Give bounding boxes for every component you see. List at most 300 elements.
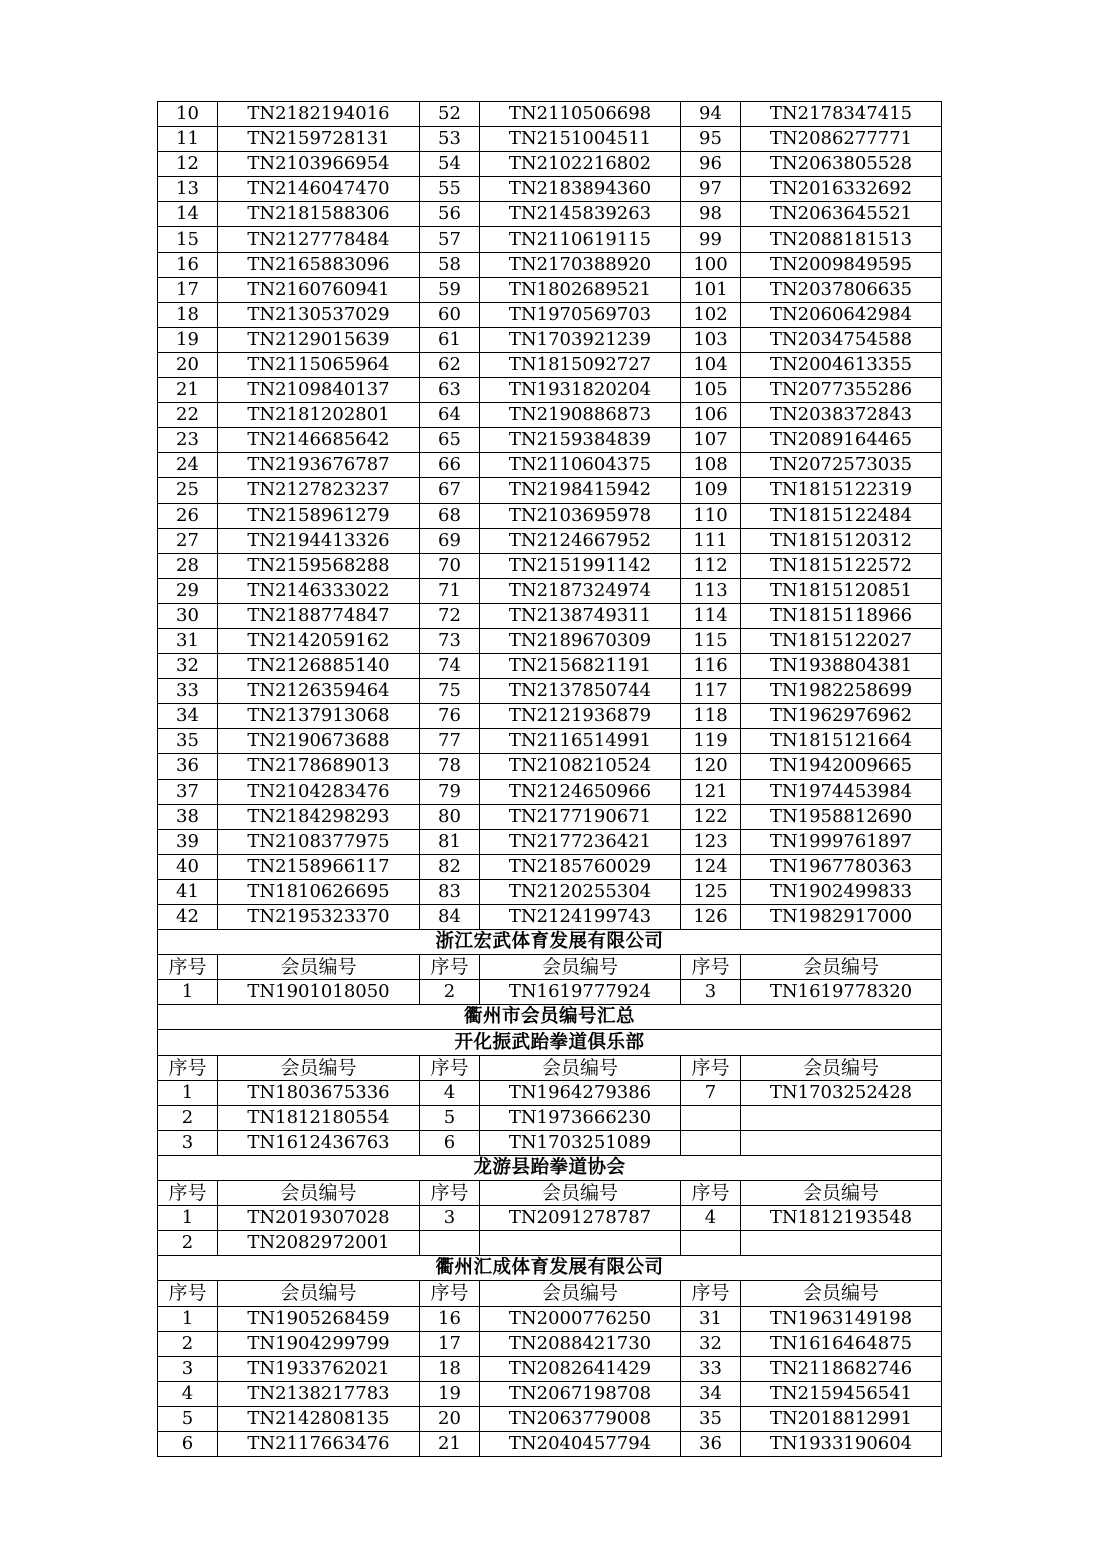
- table-row: [158, 152, 942, 177]
- index-cell: 77: [420, 729, 480, 754]
- header-index: 序号: [681, 1181, 741, 1206]
- index-cell: 4: [681, 1206, 741, 1231]
- index-cell: 18: [420, 1356, 480, 1381]
- index-cell: 17: [158, 277, 218, 302]
- index-cell: 25: [158, 478, 218, 503]
- index-cell: 14: [158, 202, 218, 227]
- member-number-cell: TN1905268459: [218, 1306, 420, 1331]
- member-number-cell: TN2178347415: [741, 102, 942, 127]
- member-number-cell: TN2187324974: [480, 578, 681, 603]
- member-number-cell: TN2159456541: [741, 1381, 942, 1406]
- index-cell: 60: [420, 302, 480, 327]
- table-row: [158, 327, 942, 352]
- index-cell: 34: [681, 1381, 741, 1406]
- member-number-cell: TN2193676787: [218, 453, 420, 478]
- member-number-cell: TN1902499833: [741, 879, 942, 904]
- member-number-cell: TN2040457794: [480, 1431, 681, 1456]
- member-number-cell: TN2088181513: [741, 227, 942, 252]
- header-member-number: 会员编号: [218, 1281, 420, 1306]
- index-cell: 124: [681, 854, 741, 879]
- index-cell: 13: [158, 177, 218, 202]
- table-row: [158, 829, 942, 854]
- index-cell: 75: [420, 679, 480, 704]
- member-number-cell: TN1815120851: [741, 578, 942, 603]
- index-cell: 112: [681, 553, 741, 578]
- member-number-cell: TN2082972001: [218, 1231, 420, 1256]
- table-row: [158, 478, 942, 503]
- member-number-cell: TN2170388920: [480, 252, 681, 277]
- index-cell: 118: [681, 704, 741, 729]
- member-number-cell: TN1974453984: [741, 779, 942, 804]
- member-number-cell: TN2189670309: [480, 628, 681, 653]
- index-cell: 31: [158, 628, 218, 653]
- member-number-cell: TN1812180554: [218, 1105, 420, 1130]
- index-cell: 42: [158, 905, 218, 930]
- member-number-cell: TN2126359464: [218, 679, 420, 704]
- member-number-cell: [741, 1231, 942, 1256]
- member-number-cell: TN1616464875: [741, 1331, 942, 1356]
- member-number-cell: TN1938804381: [741, 654, 942, 679]
- member-number-cell: TN2127778484: [218, 227, 420, 252]
- member-number-cell: TN1612436763: [218, 1130, 420, 1155]
- index-cell: 24: [158, 453, 218, 478]
- member-number-cell: TN2177190671: [480, 804, 681, 829]
- index-cell: 80: [420, 804, 480, 829]
- member-number-cell: TN2004613355: [741, 352, 942, 377]
- member-number-cell: TN1810626695: [218, 879, 420, 904]
- member-number-cell: TN2091278787: [480, 1206, 681, 1231]
- header-index: 序号: [681, 1055, 741, 1080]
- header-member-number: 会员编号: [218, 1181, 420, 1206]
- member-number-cell: TN2019307028: [218, 1206, 420, 1231]
- member-number-cell: TN2104283476: [218, 779, 420, 804]
- header-member-number: 会员编号: [741, 1281, 942, 1306]
- member-number-cell: TN2158961279: [218, 503, 420, 528]
- header-index: 序号: [158, 1055, 218, 1080]
- index-cell: 66: [420, 453, 480, 478]
- table-row: [158, 227, 942, 252]
- table-row: [158, 679, 942, 704]
- member-number-cell: TN2151004511: [480, 127, 681, 152]
- header-member-number: 会员编号: [480, 1281, 681, 1306]
- member-number-cell: TN1982258699: [741, 679, 942, 704]
- member-number-cell: TN2160760941: [218, 277, 420, 302]
- index-cell: 11: [158, 127, 218, 152]
- table-row: [158, 378, 942, 403]
- index-cell: 109: [681, 478, 741, 503]
- index-cell: 107: [681, 428, 741, 453]
- index-cell: 4: [420, 1080, 480, 1105]
- index-cell: 115: [681, 628, 741, 653]
- index-cell: 78: [420, 754, 480, 779]
- index-cell: 36: [681, 1431, 741, 1456]
- index-cell: 52: [420, 102, 480, 127]
- index-cell: [681, 1130, 741, 1155]
- index-cell: 17: [420, 1331, 480, 1356]
- header-index: 序号: [420, 1055, 480, 1080]
- index-cell: 3: [420, 1206, 480, 1231]
- index-cell: 97: [681, 177, 741, 202]
- member-number-cell: TN2000776250: [480, 1306, 681, 1331]
- member-number-cell: TN1703921239: [480, 327, 681, 352]
- index-cell: 121: [681, 779, 741, 804]
- member-number-cell: TN2190886873: [480, 403, 681, 428]
- header-index: 序号: [158, 1281, 218, 1306]
- table-row: [158, 628, 942, 653]
- section-title: 龙游县跆拳道协会: [158, 1155, 942, 1180]
- index-cell: 81: [420, 829, 480, 854]
- section-title-row: [158, 1005, 942, 1030]
- index-cell: 53: [420, 127, 480, 152]
- index-cell: 54: [420, 152, 480, 177]
- member-number-cell: TN1619778320: [741, 980, 942, 1005]
- index-cell: 38: [158, 804, 218, 829]
- index-cell: 99: [681, 227, 741, 252]
- member-number-cell: TN2126885140: [218, 654, 420, 679]
- header-index: 序号: [158, 955, 218, 980]
- table-row: [158, 1306, 942, 1331]
- table-row: [158, 1130, 942, 1155]
- member-number-cell: TN2110619115: [480, 227, 681, 252]
- index-cell: 2: [158, 1331, 218, 1356]
- member-number-cell: TN2146333022: [218, 578, 420, 603]
- member-number-cell: TN1973666230: [480, 1105, 681, 1130]
- index-cell: 27: [158, 528, 218, 553]
- member-number-cell: TN2137850744: [480, 679, 681, 704]
- index-cell: 2: [420, 980, 480, 1005]
- member-number-cell: TN2110506698: [480, 102, 681, 127]
- member-number-cell: TN2121936879: [480, 704, 681, 729]
- member-number-cell: TN2118682746: [741, 1356, 942, 1381]
- member-number-cell: TN2138749311: [480, 603, 681, 628]
- index-cell: 74: [420, 654, 480, 679]
- index-cell: 106: [681, 403, 741, 428]
- index-cell: 69: [420, 528, 480, 553]
- member-number-cell: TN1802689521: [480, 277, 681, 302]
- index-cell: 113: [681, 578, 741, 603]
- member-number-cell: TN2086277771: [741, 127, 942, 152]
- index-cell: 1: [158, 980, 218, 1005]
- member-number-cell: TN1803675336: [218, 1080, 420, 1105]
- member-number-cell: TN2115065964: [218, 352, 420, 377]
- member-number-cell: TN1904299799: [218, 1331, 420, 1356]
- index-cell: 20: [420, 1406, 480, 1431]
- table-row: [158, 879, 942, 904]
- index-cell: 16: [158, 252, 218, 277]
- member-number-cell: TN2072573035: [741, 453, 942, 478]
- header-member-number: 会员编号: [218, 955, 420, 980]
- member-number-cell: TN2156821191: [480, 654, 681, 679]
- member-number-cell: TN2038372843: [741, 403, 942, 428]
- member-number-cell: TN2159728131: [218, 127, 420, 152]
- member-number-cell: TN2088421730: [480, 1331, 681, 1356]
- member-number-cell: TN1619777924: [480, 980, 681, 1005]
- section-title: 衢州市会员编号汇总: [158, 1005, 942, 1030]
- member-number-cell: TN2194413326: [218, 528, 420, 553]
- index-cell: 23: [158, 428, 218, 453]
- member-number-cell: TN1815122572: [741, 553, 942, 578]
- index-cell: 33: [681, 1356, 741, 1381]
- index-cell: 1: [158, 1080, 218, 1105]
- member-number-cell: TN2142808135: [218, 1406, 420, 1431]
- section-title: 浙江宏武体育发展有限公司: [158, 930, 942, 955]
- table-row: [158, 1406, 942, 1431]
- index-cell: 108: [681, 453, 741, 478]
- member-number-cell: TN2159384839: [480, 428, 681, 453]
- index-cell: 104: [681, 352, 741, 377]
- index-cell: 105: [681, 378, 741, 403]
- member-number-cell: TN1933190604: [741, 1431, 942, 1456]
- member-number-cell: TN2108377975: [218, 829, 420, 854]
- table-row: [158, 779, 942, 804]
- member-number-cell: TN1964279386: [480, 1080, 681, 1105]
- member-number-cell: TN2178689013: [218, 754, 420, 779]
- header-index: 序号: [420, 1181, 480, 1206]
- member-number-cell: TN2034754588: [741, 327, 942, 352]
- member-number-cell: TN2060642984: [741, 302, 942, 327]
- table-row: [158, 1080, 942, 1105]
- member-number-cell: TN2116514991: [480, 729, 681, 754]
- member-number-cell: TN1815120312: [741, 528, 942, 553]
- member-number-cell: TN2127823237: [218, 478, 420, 503]
- index-cell: 65: [420, 428, 480, 453]
- index-cell: 6: [158, 1431, 218, 1456]
- index-cell: 123: [681, 829, 741, 854]
- member-number-cell: TN2120255304: [480, 879, 681, 904]
- table-row: [158, 1356, 942, 1381]
- table-row: [158, 578, 942, 603]
- table-row: [158, 754, 942, 779]
- index-cell: 12: [158, 152, 218, 177]
- member-number-cell: TN2177236421: [480, 829, 681, 854]
- index-cell: 28: [158, 553, 218, 578]
- index-cell: 58: [420, 252, 480, 277]
- table-row: [158, 603, 942, 628]
- section-title: 开化振武跆拳道俱乐部: [158, 1030, 942, 1055]
- member-number-cell: TN2063779008: [480, 1406, 681, 1431]
- table-row: [158, 102, 942, 127]
- member-number-cell: TN1982917000: [741, 905, 942, 930]
- header-member-number: 会员编号: [741, 1055, 942, 1080]
- member-number-cell: TN2016332692: [741, 177, 942, 202]
- index-cell: 61: [420, 327, 480, 352]
- member-number-cell: TN1999761897: [741, 829, 942, 854]
- table-row: [158, 729, 942, 754]
- index-cell: 35: [681, 1406, 741, 1431]
- index-cell: 3: [158, 1130, 218, 1155]
- index-cell: 71: [420, 578, 480, 603]
- index-cell: 126: [681, 905, 741, 930]
- index-cell: 68: [420, 503, 480, 528]
- index-cell: 30: [158, 603, 218, 628]
- header-index: 序号: [158, 1181, 218, 1206]
- index-cell: 119: [681, 729, 741, 754]
- index-cell: 39: [158, 829, 218, 854]
- table-row: [158, 980, 942, 1005]
- header-index: 序号: [681, 955, 741, 980]
- member-number-cell: [741, 1130, 942, 1155]
- member-number-cell: TN2190673688: [218, 729, 420, 754]
- table-row: [158, 553, 942, 578]
- index-cell: 56: [420, 202, 480, 227]
- index-cell: 114: [681, 603, 741, 628]
- index-cell: 116: [681, 654, 741, 679]
- member-number-cell: TN1931820204: [480, 378, 681, 403]
- index-cell: 1: [158, 1206, 218, 1231]
- index-cell: 33: [158, 679, 218, 704]
- index-cell: 37: [158, 779, 218, 804]
- table-row: [158, 503, 942, 528]
- index-cell: 2: [158, 1105, 218, 1130]
- index-cell: 57: [420, 227, 480, 252]
- header-index: 序号: [681, 1281, 741, 1306]
- column-header-row: [158, 1181, 942, 1206]
- member-number-cell: TN2103966954: [218, 152, 420, 177]
- member-number-cell: TN2117663476: [218, 1431, 420, 1456]
- table-row: [158, 704, 942, 729]
- index-cell: 117: [681, 679, 741, 704]
- index-cell: 96: [681, 152, 741, 177]
- table-row: [158, 277, 942, 302]
- header-member-number: 会员编号: [218, 1055, 420, 1080]
- member-number-cell: TN1812193548: [741, 1206, 942, 1231]
- table-row: [158, 654, 942, 679]
- member-number-table-body: [158, 102, 942, 1457]
- table-row: [158, 252, 942, 277]
- table-row: [158, 804, 942, 829]
- member-number-cell: TN1901018050: [218, 980, 420, 1005]
- member-number-cell: TN1703252428: [741, 1080, 942, 1105]
- index-cell: 10: [158, 102, 218, 127]
- member-number-cell: TN1963149198: [741, 1306, 942, 1331]
- index-cell: 100: [681, 252, 741, 277]
- index-cell: 111: [681, 528, 741, 553]
- table-row: [158, 302, 942, 327]
- table-row: [158, 403, 942, 428]
- member-number-cell: TN2138217783: [218, 1381, 420, 1406]
- member-number-cell: TN2151991142: [480, 553, 681, 578]
- member-number-cell: TN2124199743: [480, 905, 681, 930]
- header-member-number: 会员编号: [480, 1055, 681, 1080]
- table-row: [158, 1231, 942, 1256]
- index-cell: 64: [420, 403, 480, 428]
- index-cell: 79: [420, 779, 480, 804]
- member-number-cell: TN2082641429: [480, 1356, 681, 1381]
- index-cell: 110: [681, 503, 741, 528]
- index-cell: [681, 1231, 741, 1256]
- index-cell: 32: [158, 654, 218, 679]
- member-number-table: [157, 101, 942, 1457]
- member-number-cell: TN1933762021: [218, 1356, 420, 1381]
- column-header-row: [158, 1055, 942, 1080]
- table-row: [158, 127, 942, 152]
- index-cell: 95: [681, 127, 741, 152]
- member-number-cell: TN2165883096: [218, 252, 420, 277]
- member-number-cell: TN2146047470: [218, 177, 420, 202]
- index-cell: 83: [420, 879, 480, 904]
- index-cell: 101: [681, 277, 741, 302]
- member-number-cell: TN2185760029: [480, 854, 681, 879]
- index-cell: 63: [420, 378, 480, 403]
- member-number-cell: TN2009849595: [741, 252, 942, 277]
- index-cell: 94: [681, 102, 741, 127]
- index-cell: 21: [158, 378, 218, 403]
- member-number-cell: TN2183894360: [480, 177, 681, 202]
- member-number-cell: TN2146685642: [218, 428, 420, 453]
- member-number-cell: TN1815122319: [741, 478, 942, 503]
- member-number-cell: TN2018812991: [741, 1406, 942, 1431]
- index-cell: 67: [420, 478, 480, 503]
- index-cell: 76: [420, 704, 480, 729]
- index-cell: 41: [158, 879, 218, 904]
- index-cell: 3: [158, 1356, 218, 1381]
- member-number-cell: TN2089164465: [741, 428, 942, 453]
- member-number-cell: TN1815121664: [741, 729, 942, 754]
- table-row: [158, 905, 942, 930]
- index-cell: 15: [158, 227, 218, 252]
- header-member-number: 会员编号: [741, 1181, 942, 1206]
- index-cell: 40: [158, 854, 218, 879]
- index-cell: 26: [158, 503, 218, 528]
- section-title-row: [158, 1256, 942, 1281]
- table-row: [158, 352, 942, 377]
- member-number-cell: TN2145839263: [480, 202, 681, 227]
- section-title-row: [158, 1155, 942, 1180]
- table-row: [158, 428, 942, 453]
- member-number-cell: TN1967780363: [741, 854, 942, 879]
- index-cell: 3: [681, 980, 741, 1005]
- section-title-row: [158, 1030, 942, 1055]
- index-cell: 125: [681, 879, 741, 904]
- index-cell: 103: [681, 327, 741, 352]
- member-number-cell: TN2077355286: [741, 378, 942, 403]
- member-number-cell: TN2181588306: [218, 202, 420, 227]
- table-row: [158, 1105, 942, 1130]
- index-cell: 2: [158, 1231, 218, 1256]
- index-cell: 102: [681, 302, 741, 327]
- member-number-cell: TN1703251089: [480, 1130, 681, 1155]
- index-cell: 31: [681, 1306, 741, 1331]
- index-cell: 72: [420, 603, 480, 628]
- index-cell: 20: [158, 352, 218, 377]
- member-number-cell: TN2124667952: [480, 528, 681, 553]
- member-number-cell: TN2159568288: [218, 553, 420, 578]
- index-cell: 18: [158, 302, 218, 327]
- index-cell: 55: [420, 177, 480, 202]
- header-index: 序号: [420, 955, 480, 980]
- member-number-cell: TN2124650966: [480, 779, 681, 804]
- member-number-cell: TN2109840137: [218, 378, 420, 403]
- member-number-cell: TN2158966117: [218, 854, 420, 879]
- header-member-number: 会员编号: [741, 955, 942, 980]
- table-row: [158, 528, 942, 553]
- member-number-cell: TN2198415942: [480, 478, 681, 503]
- index-cell: 62: [420, 352, 480, 377]
- member-number-cell: TN2102216802: [480, 152, 681, 177]
- index-cell: 4: [158, 1381, 218, 1406]
- table-row: [158, 1206, 942, 1231]
- index-cell: 22: [158, 403, 218, 428]
- member-number-cell: TN2067198708: [480, 1381, 681, 1406]
- index-cell: 29: [158, 578, 218, 603]
- index-cell: 84: [420, 905, 480, 930]
- column-header-row: [158, 1281, 942, 1306]
- header-member-number: 会员编号: [480, 955, 681, 980]
- member-number-cell: TN2181202801: [218, 403, 420, 428]
- member-number-cell: TN2188774847: [218, 603, 420, 628]
- member-number-cell: TN2108210524: [480, 754, 681, 779]
- index-cell: 36: [158, 754, 218, 779]
